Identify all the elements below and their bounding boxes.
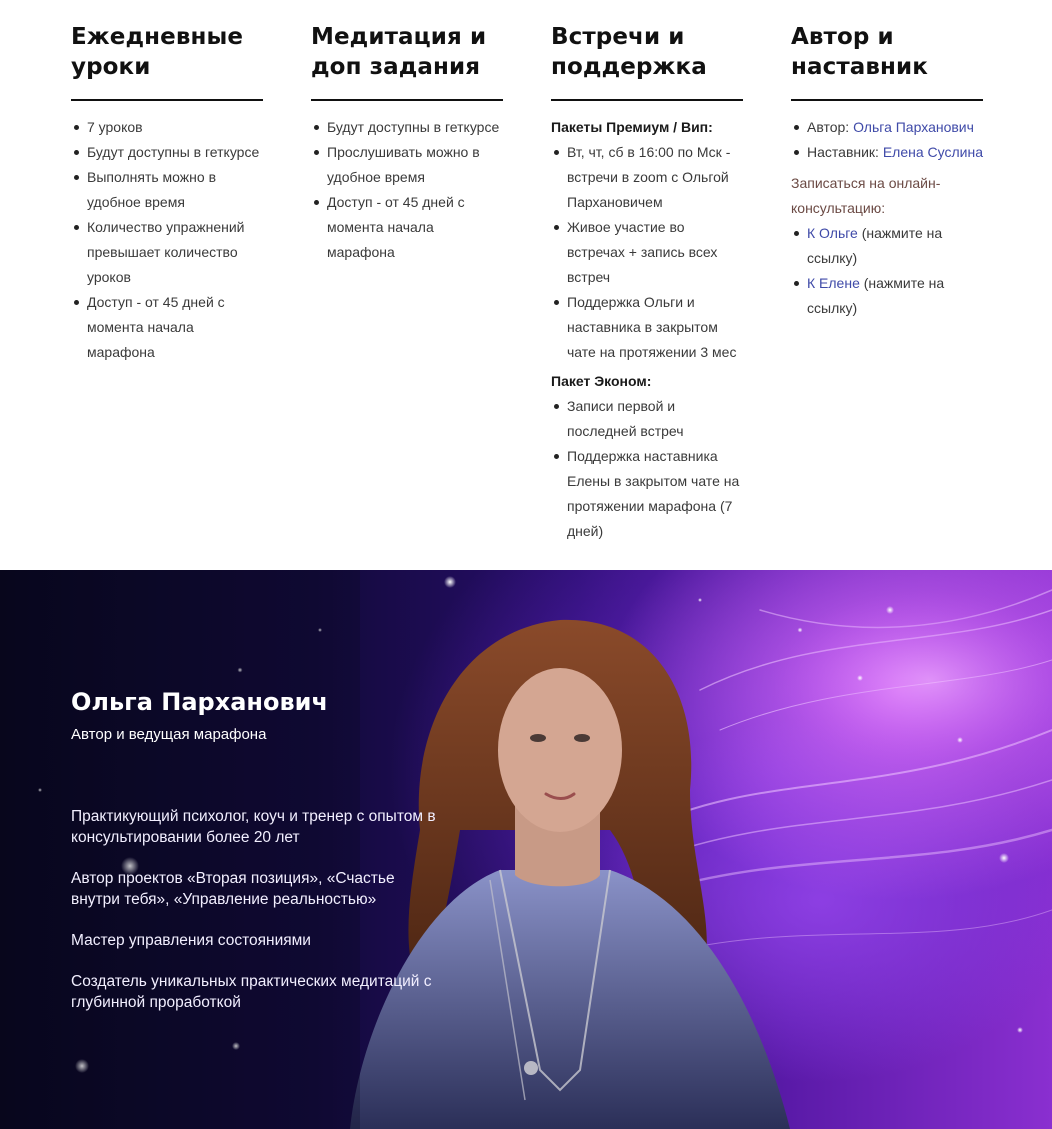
- author-bio: [71, 806, 441, 1033]
- list-item: Поддержка Ольги и наставника в закрытом чате на протяжении 3 мес: [567, 290, 743, 365]
- author-hero-section: [0, 570, 1052, 1129]
- consultation-list: [791, 221, 983, 321]
- signup-note: Записаться на онлайн-консультацию:: [791, 175, 941, 216]
- list-item: Прослушивать можно в удобное время: [327, 140, 503, 190]
- column-author: [791, 22, 983, 321]
- column-daily-lessons: [71, 22, 263, 365]
- econom-package-label: Пакет Эконом:: [551, 373, 652, 389]
- author-item: [807, 115, 983, 140]
- mentor-item: [807, 140, 983, 165]
- author-list: [791, 115, 983, 165]
- author-name: Ольга Парханович: [71, 688, 328, 716]
- olga-consultation-link[interactable]: К Ольге: [807, 225, 858, 241]
- meditation-list: [311, 115, 503, 265]
- bio-paragraph: Практикующий психолог, коуч и тренер с опытом в консультировании более 20 лет: [71, 808, 436, 846]
- mentor-prefix: Наставник:: [807, 144, 883, 160]
- mentor-link[interactable]: Елена Суслина: [882, 144, 984, 160]
- link-hint: (нажмите на ссылку): [807, 225, 943, 266]
- list-item: Вт, чт, сб в 16:00 по Мск - встречи в zoom с Ольгой Пархановичем: [567, 140, 743, 215]
- column-title: Автор и наставник: [791, 24, 928, 80]
- consultation-item-olga: [807, 221, 983, 271]
- list-item: Записи первой и последней встреч: [567, 394, 743, 444]
- list-item: Доступ - от 45 дней с момента начала марафона: [87, 290, 263, 365]
- list-item: Будут доступны в геткурсе: [87, 140, 263, 165]
- econom-list: [551, 394, 743, 544]
- elena-consultation-link[interactable]: К Елене: [807, 275, 860, 291]
- column-divider: [311, 99, 503, 101]
- list-item: Выполнять можно в удобное время: [87, 165, 263, 215]
- daily-lessons-list: [71, 115, 263, 365]
- author-link[interactable]: Ольга Парханович: [853, 119, 974, 135]
- list-item: Поддержка наставника Елены в закрытом чате на протяжении марафона (7 дней): [567, 444, 743, 544]
- list-item: 7 уроков: [87, 115, 263, 140]
- column-title: Встречи и поддержка: [551, 24, 707, 80]
- column-divider: [71, 99, 263, 101]
- link-hint: (нажмите на ссылку): [807, 275, 945, 316]
- column-title: Медитация и доп задания: [311, 24, 487, 80]
- column-meetings: [551, 22, 743, 544]
- column-meditation: [311, 22, 503, 265]
- list-item: Количество упражнений превышает количество уроков: [87, 215, 263, 290]
- consultation-item-elena: [807, 271, 983, 321]
- bio-paragraph: Автор проектов «Вторая позиция», «Счастье внутри тебя», «Управление реальностью»: [71, 870, 395, 908]
- list-item: Доступ - от 45 дней с момента начала марафона: [327, 190, 503, 265]
- author-role: Автор и ведущая марафона: [71, 726, 267, 743]
- column-title: Ежедневные уроки: [71, 24, 244, 80]
- premium-package-label: Пакеты Премиум / Вип:: [551, 119, 713, 135]
- bio-paragraph: Мастер управления состояниями: [71, 932, 311, 949]
- column-divider: [551, 99, 743, 101]
- nebula-glow: [770, 590, 1052, 770]
- list-item: Живое участие во встречах + запись всех встреч: [567, 215, 743, 290]
- bio-paragraph: Создатель уникальных практических медитаций с глубинной проработкой: [71, 973, 432, 1011]
- premium-list: [551, 140, 743, 365]
- author-prefix: Автор:: [807, 119, 854, 135]
- list-item: Будут доступны в геткурсе: [327, 115, 503, 140]
- column-divider: [791, 99, 983, 101]
